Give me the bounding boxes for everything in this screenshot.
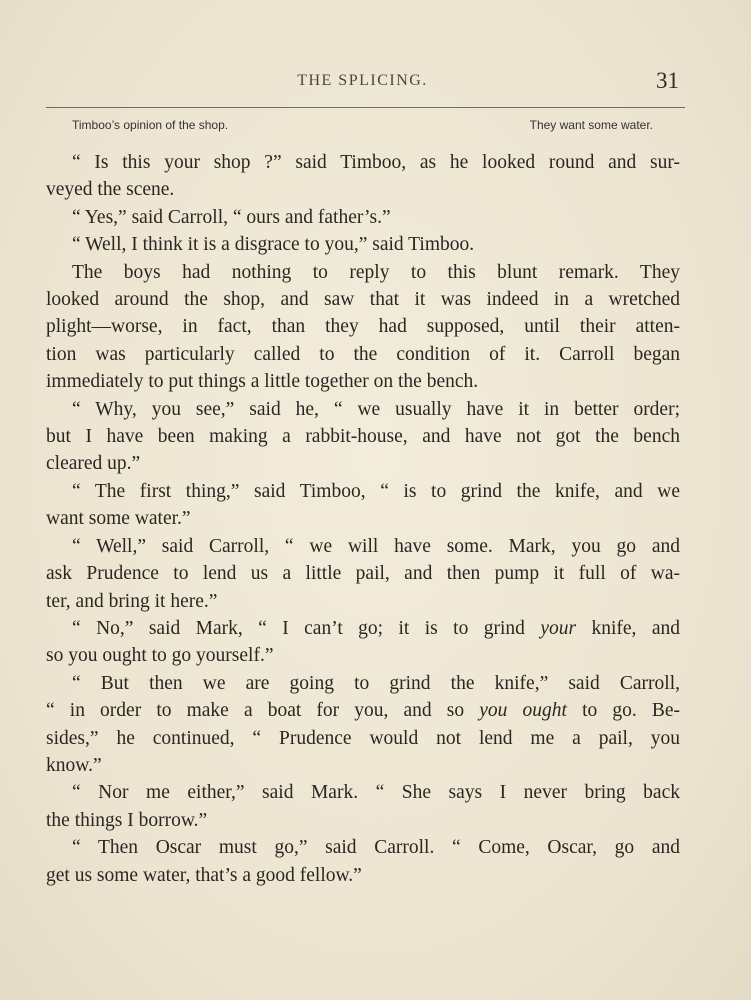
text-line: “ Is this your shop ?” said Timboo, as he looked round and sur- bbox=[72, 152, 680, 173]
text-line: “ Then Oscar must go,” said Carroll. “ Come, Oscar, go and bbox=[72, 837, 680, 859]
text-line: plight—worse, in fact, than they had supposed, until their atten- bbox=[46, 316, 680, 338]
text-line: “ in order to make a boat for you, and so you ought to go. Be- bbox=[46, 700, 681, 722]
text-line: immediately to put things a little together on the bench. bbox=[46, 371, 479, 393]
text-line: “ Why, you see,” said he, “ we usually have it in better order; bbox=[72, 398, 680, 420]
body-text bbox=[46, 149, 680, 889]
text-line: “ No,” said Mark, “ I can’t go; it is to grind your knife, and bbox=[72, 617, 680, 639]
text-line: the things I borrow.” bbox=[46, 809, 208, 831]
text-line: “ Well,” said Carroll, “ we will have some. Mark, you go and bbox=[72, 535, 680, 557]
text-line: The boys had nothing to reply to this blunt remark. They bbox=[72, 261, 680, 283]
text-line: looked around the shop, and saw that it was indeed in a wretched bbox=[46, 289, 680, 311]
emphasized-word: you ought bbox=[479, 700, 567, 722]
text-line: but I have been making a rabbit-house, and have not got the bench bbox=[46, 426, 680, 448]
side-head-left: Timboo’s opinion of the shop. bbox=[72, 118, 229, 132]
text-line: get us some water, that’s a good fellow.” bbox=[46, 864, 362, 886]
page-number: 31 bbox=[656, 68, 679, 93]
text-line: tion was particularly called to the condition of it. Carroll began bbox=[46, 343, 680, 365]
side-heads bbox=[72, 118, 653, 136]
text-line: “ Yes,” said Carroll, “ ours and father’s.” bbox=[72, 206, 391, 228]
text-line: “ Nor me either,” said Mark. “ She says I never bring back bbox=[72, 782, 680, 804]
text-line: ask Prudence to lend us a little pail, and then pump it full of wa- bbox=[46, 563, 680, 585]
running-head bbox=[46, 70, 679, 96]
text-line: know.” bbox=[46, 754, 102, 776]
running-title: THE SPLICING. bbox=[297, 72, 428, 89]
text-line: cleared up.” bbox=[46, 453, 141, 475]
text-line: want some water.” bbox=[46, 508, 191, 530]
text-line: so you ought to go yourself.” bbox=[46, 645, 274, 667]
text-line: “ Well, I think it is a disgrace to you,” said Timboo. bbox=[72, 234, 475, 256]
text-line: “ But then we are going to grind the knife,” said Carroll, bbox=[72, 672, 680, 694]
side-head-right: They want some water. bbox=[529, 118, 653, 132]
header-rule bbox=[46, 107, 685, 108]
text-line: sides,” he continued, “ Prudence would not lend me a pail, you bbox=[46, 727, 680, 749]
text-line: veyed the scene. bbox=[46, 179, 175, 201]
emphasized-word: your bbox=[540, 617, 577, 639]
text-line: ter, and bring it here.” bbox=[46, 590, 218, 612]
text-line: “ The first thing,” said Timboo, “ is to grind the knife, and we bbox=[72, 480, 680, 502]
